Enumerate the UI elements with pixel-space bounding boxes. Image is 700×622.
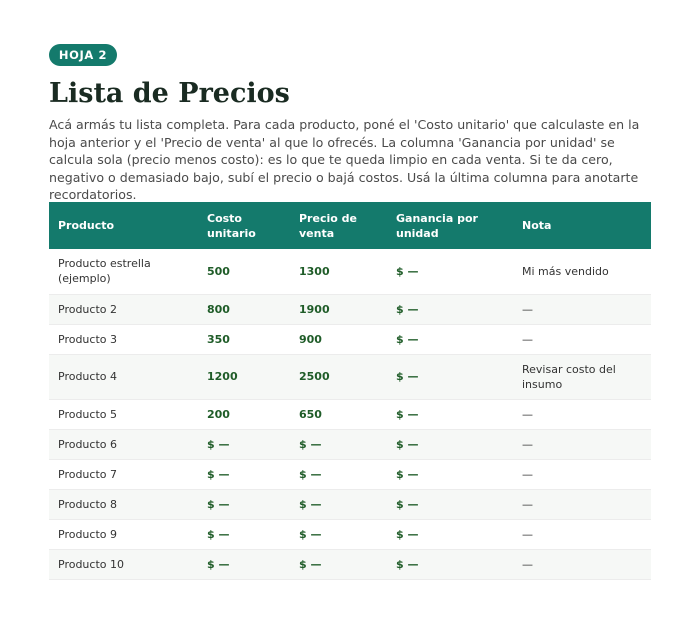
table-row	[49, 489, 651, 519]
header-note: Nota	[522, 219, 552, 232]
table-row	[49, 459, 651, 489]
cell-note[interactable]: Mi más vendido	[513, 249, 651, 294]
table-row	[49, 354, 651, 399]
cell-cost[interactable]: $ —	[198, 459, 290, 489]
cell-profit: $ —	[387, 549, 513, 579]
cell-price[interactable]: $ —	[290, 429, 387, 459]
header-cost: Costo unitario	[207, 211, 256, 240]
header-price: Precio de venta	[299, 211, 357, 240]
cell-product[interactable]: Producto 4	[49, 354, 198, 399]
cell-profit: $ —	[387, 249, 513, 294]
cell-cost[interactable]: $ —	[198, 519, 290, 549]
table-row	[49, 294, 651, 324]
cell-product[interactable]: Producto 10	[49, 549, 198, 579]
header-row	[49, 202, 651, 249]
price-table	[49, 202, 651, 580]
table-row	[49, 324, 651, 354]
sheet-badge: HOJA 2	[49, 44, 117, 66]
cell-product[interactable]: Producto 2	[49, 294, 198, 324]
cell-cost[interactable]: $ —	[198, 429, 290, 459]
cell-note[interactable]: —	[513, 324, 651, 354]
cell-price[interactable]: 1300	[290, 249, 387, 294]
cell-price[interactable]: $ —	[290, 489, 387, 519]
cell-price[interactable]: 1900	[290, 294, 387, 324]
cell-cost[interactable]: 800	[198, 294, 290, 324]
cell-price[interactable]: 2500	[290, 354, 387, 399]
cell-note[interactable]: —	[513, 549, 651, 579]
cell-note[interactable]: —	[513, 459, 651, 489]
intro-paragraph: Acá armás tu lista completa. Para cada producto, poné el 'Costo unitario' que calculaste en la hoja anterior y el 'Precio de venta' al que lo ofrecés. La columna 'Ganancia por unidad' se calcula sola (precio menos costo): es lo que te queda limpio en cada venta. Si te da cero, negativo o demasiado bajo, subí el precio o bajá costos. Usá la última columna para anotarte recordatorios.	[49, 117, 640, 202]
cell-profit: $ —	[387, 294, 513, 324]
cell-cost[interactable]: 1200	[198, 354, 290, 399]
cell-note[interactable]: —	[513, 519, 651, 549]
table-body	[49, 249, 651, 579]
cell-profit: $ —	[387, 399, 513, 429]
table-row	[49, 429, 651, 459]
cell-note[interactable]: —	[513, 429, 651, 459]
cell-product[interactable]: Producto 8	[49, 489, 198, 519]
table-row	[49, 399, 651, 429]
cell-cost[interactable]: $ —	[198, 549, 290, 579]
cell-product[interactable]: Producto 5	[49, 399, 198, 429]
table-row	[49, 519, 651, 549]
cell-profit: $ —	[387, 519, 513, 549]
cell-note[interactable]: Revisar costo del insumo	[513, 354, 651, 399]
header-profit: Ganancia por unidad	[396, 211, 478, 240]
header-product: Producto	[58, 219, 115, 232]
cell-product[interactable]: Producto 3	[49, 324, 198, 354]
cell-price[interactable]: $ —	[290, 459, 387, 489]
cell-note[interactable]: —	[513, 399, 651, 429]
cell-cost[interactable]: 350	[198, 324, 290, 354]
cell-price[interactable]: $ —	[290, 549, 387, 579]
table-row	[49, 249, 651, 294]
cell-cost[interactable]: 500	[198, 249, 290, 294]
cell-product[interactable]: Producto estrella (ejemplo)	[49, 249, 198, 294]
cell-profit: $ —	[387, 489, 513, 519]
cell-note[interactable]: —	[513, 489, 651, 519]
cell-price[interactable]: 900	[290, 324, 387, 354]
cell-note[interactable]: —	[513, 294, 651, 324]
cell-product[interactable]: Producto 6	[49, 429, 198, 459]
cell-profit: $ —	[387, 324, 513, 354]
cell-profit: $ —	[387, 354, 513, 399]
cell-price[interactable]: $ —	[290, 519, 387, 549]
page-title: Lista de Precios	[49, 78, 290, 109]
cell-product[interactable]: Producto 9	[49, 519, 198, 549]
cell-cost[interactable]: $ —	[198, 489, 290, 519]
cell-profit: $ —	[387, 459, 513, 489]
cell-product[interactable]: Producto 7	[49, 459, 198, 489]
cell-cost[interactable]: 200	[198, 399, 290, 429]
table-header	[49, 202, 651, 249]
cell-profit: $ —	[387, 429, 513, 459]
table-row	[49, 549, 651, 579]
cell-price[interactable]: 650	[290, 399, 387, 429]
